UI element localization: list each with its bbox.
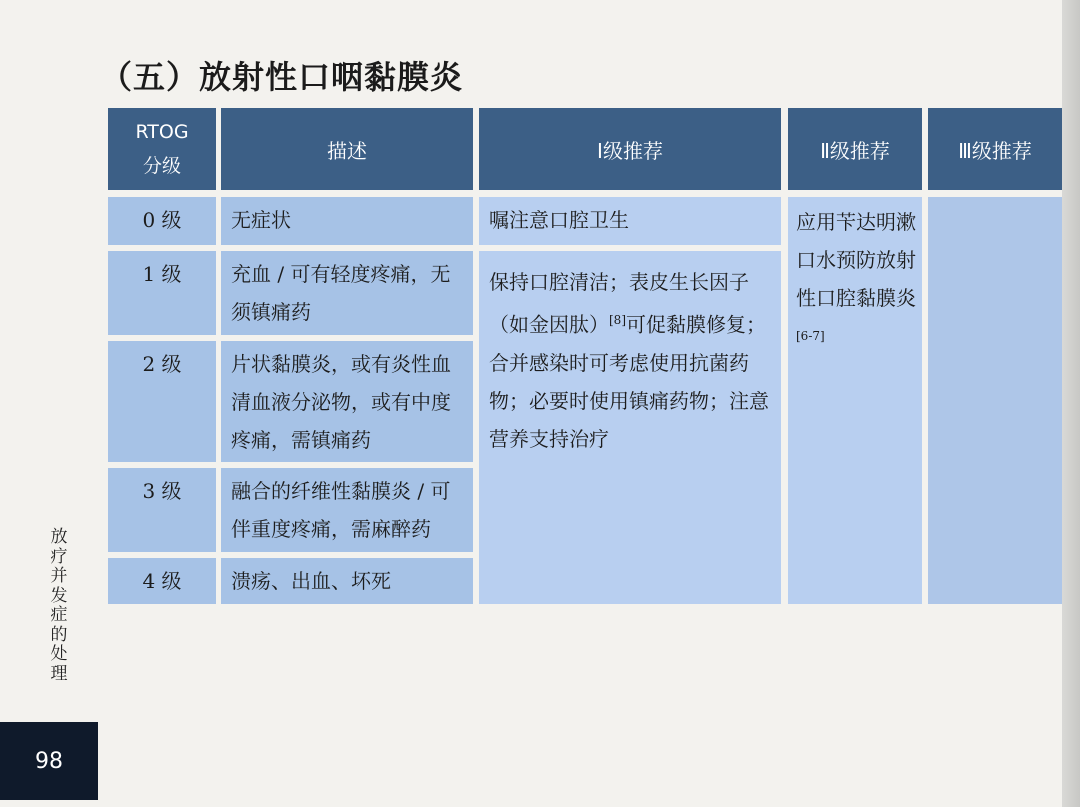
rec2-reference: [6-7]: [796, 329, 825, 343]
description-cell-0: 无症状: [221, 197, 473, 245]
header-grade-line1: RTOG: [135, 121, 189, 143]
grade-cell-2: 2 级: [108, 341, 216, 462]
header-grade-line2: 分级: [142, 155, 181, 177]
header-rec1: Ⅰ级推荐: [479, 108, 781, 190]
grade-cell-1: 1 级: [108, 251, 216, 335]
rec2-text: 应用苄达明漱口水预防放射性口腔黏膜炎: [796, 210, 916, 310]
header-description: 描述: [221, 108, 473, 190]
rec3-cell: [928, 197, 1062, 604]
grade-cell-3: 3 级: [108, 468, 216, 552]
grade-cell-0: 0 级: [108, 197, 216, 245]
rec1-text-b: 可促黏膜修复；合并感染时可考虑使用抗菌药物；必要时使用镇痛药物；注意营养支持治疗: [489, 312, 769, 451]
rec1-text-a: 保持口腔清洁；表皮生长因子（如金因肽）: [489, 270, 749, 337]
page-number: 98: [0, 722, 98, 800]
chapter-side-label: 放疗并发症的处理: [50, 527, 68, 684]
header-rec2: Ⅱ级推荐: [788, 108, 922, 190]
rec2-cell: [788, 197, 922, 604]
description-cell-3: 融合的纤维性黏膜炎 / 可伴重度疼痛，需麻醉药: [221, 468, 473, 552]
description-cell-2: 片状黏膜炎，或有炎性血清血液分泌物，或有中度疼痛，需镇痛药: [221, 341, 473, 462]
section-title: （五）放射性口咽黏膜炎: [100, 58, 464, 96]
description-cell-1: 充血 / 可有轻度疼痛，无须镇痛药: [221, 251, 473, 335]
header-rec3: Ⅲ级推荐: [928, 108, 1062, 190]
description-cell-4: 溃疡、出血、坏死: [221, 558, 473, 604]
grade-cell-4: 4 级: [108, 558, 216, 604]
rec1-reference: [8]: [609, 313, 626, 327]
rec1-cell-row0: 嘱注意口腔卫生: [479, 197, 781, 245]
header-grade: [108, 108, 216, 190]
page-edge-shadow: [1062, 0, 1080, 807]
rec1-cell-rows1-4: [479, 251, 781, 604]
